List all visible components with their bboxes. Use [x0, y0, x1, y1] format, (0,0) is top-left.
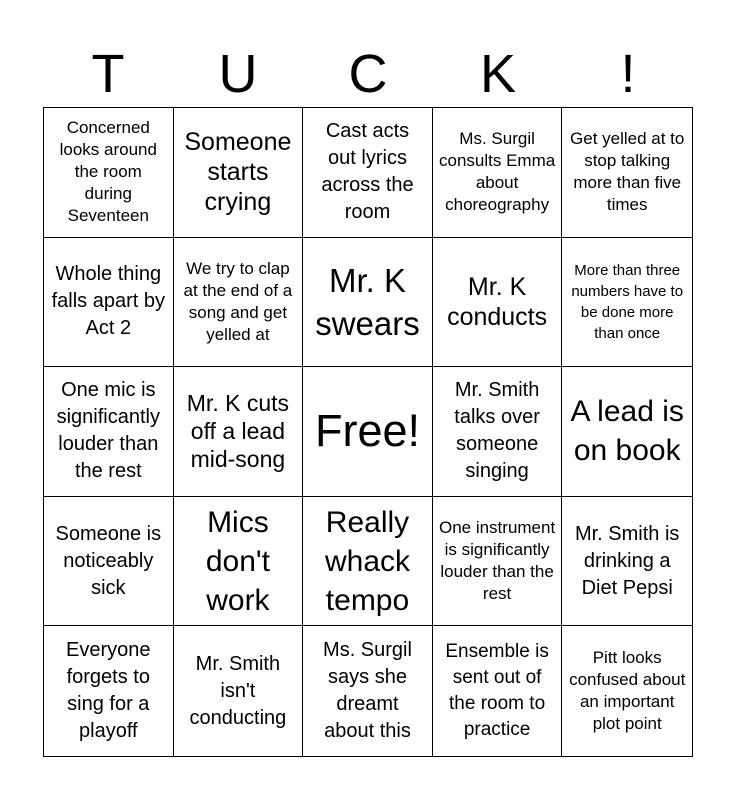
bingo-cell[interactable]: [44, 497, 174, 627]
header-letter-u: U: [218, 44, 258, 104]
bingo-cell[interactable]: [433, 497, 563, 627]
bingo-cell[interactable]: [303, 626, 433, 756]
bingo-cell[interactable]: [174, 238, 304, 368]
bingo-cell[interactable]: [562, 367, 692, 497]
cell-text: Cast acts out lyrics across the room: [321, 120, 414, 224]
cell-text: Mr. Smith isn't conducting: [189, 652, 287, 729]
cell-text: Get yelled at to stop talking more than five times: [570, 129, 685, 215]
bingo-cell[interactable]: [562, 238, 692, 368]
bingo-cell[interactable]: [44, 108, 174, 238]
bingo-cell[interactable]: [433, 367, 563, 497]
cell-text: Mics don't work: [205, 505, 270, 617]
cell-text: Mr. K conducts: [447, 272, 548, 331]
bingo-cell[interactable]: [562, 626, 692, 756]
cell-text: Concerned looks around the room during Seventeen: [59, 118, 157, 226]
cell-text: One instrument is significantly louder than the rest: [438, 518, 556, 604]
cell-text: More than three numbers have to be done more than once: [571, 261, 684, 342]
header-letter-k: K: [479, 44, 517, 104]
cell-text: Pitt looks confused about an important plot point: [569, 648, 686, 734]
cell-text: Everyone forgets to sing for a playoff: [66, 639, 151, 743]
cell-text: One mic is significantly louder than the rest: [56, 379, 160, 483]
bingo-cell[interactable]: [174, 497, 304, 627]
cell-text: Ms. Surgil says she dreamt about this: [323, 639, 412, 743]
header-letter-t: T: [91, 44, 125, 104]
header-letter-exclamation: !: [620, 44, 636, 104]
free-space[interactable]: [303, 367, 433, 497]
cell-text: Mr. Smith is drinking a Diet Pepsi: [574, 522, 680, 599]
cell-text: Really whack tempo: [324, 505, 411, 617]
cell-text: Someone starts crying: [184, 128, 292, 217]
cell-text: Free!: [314, 405, 420, 457]
bingo-cell[interactable]: [562, 108, 692, 238]
bingo-cell[interactable]: [433, 626, 563, 756]
bingo-cell[interactable]: [44, 367, 174, 497]
bingo-cell[interactable]: [303, 238, 433, 368]
cell-text: Whole thing falls apart by Act 2: [51, 263, 165, 340]
cell-text: Ms. Surgil consults Emma about choreography: [438, 129, 556, 215]
bingo-cell[interactable]: [174, 367, 304, 497]
cell-text: Mr. K cuts off a lead mid-song: [186, 390, 290, 473]
bingo-cell[interactable]: [433, 238, 563, 368]
bingo-cell[interactable]: [303, 108, 433, 238]
bingo-cell[interactable]: [44, 238, 174, 368]
bingo-cell[interactable]: [303, 497, 433, 627]
bingo-cell[interactable]: [174, 108, 304, 238]
cell-text: A lead is on book: [570, 395, 684, 468]
bingo-cell[interactable]: [433, 108, 563, 238]
bingo-header: [43, 40, 693, 108]
bingo-board: [43, 107, 693, 757]
cell-text: Ensemble is sent out of the room to practice: [445, 641, 549, 741]
cell-text: Mr. Smith talks over someone singing: [454, 379, 540, 483]
cell-text: We try to clap at the end of a song and get yelled at: [183, 258, 293, 344]
bingo-cell[interactable]: [562, 497, 692, 627]
bingo-cell[interactable]: [44, 626, 174, 756]
header-letter-c: C: [348, 44, 388, 104]
bingo-cell[interactable]: [174, 626, 304, 756]
cell-text: Someone is noticeably sick: [55, 522, 162, 599]
cell-text: Mr. K swears: [315, 261, 420, 342]
